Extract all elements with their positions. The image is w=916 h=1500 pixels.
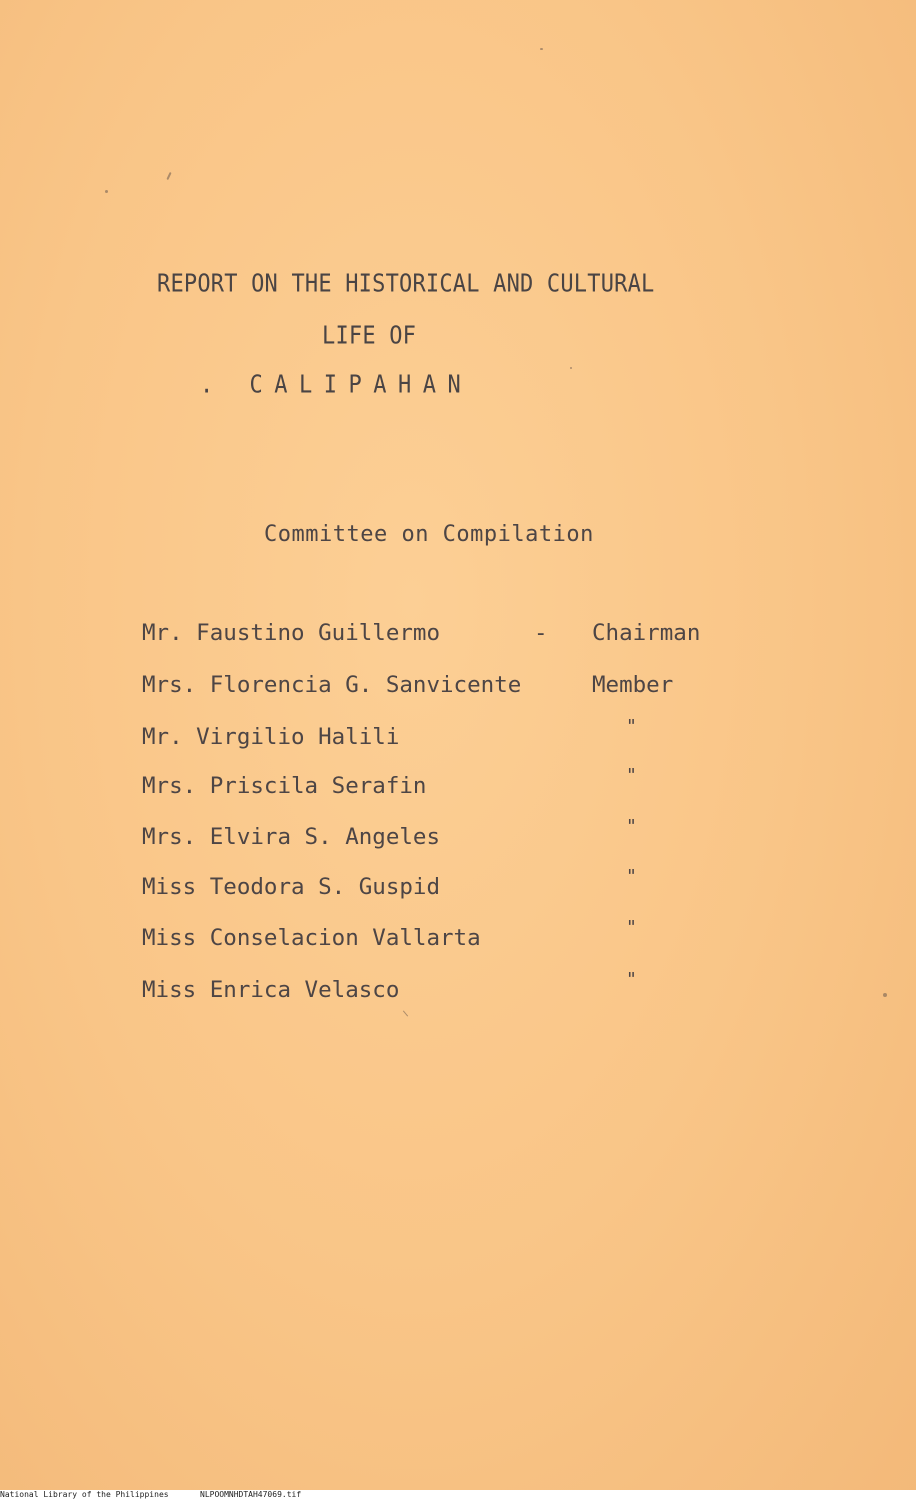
- member-name: Miss Conselacion Vallarta: [142, 925, 481, 951]
- report-title-place: . CALIPAHAN: [200, 371, 473, 399]
- member-row: [142, 866, 742, 904]
- member-row: [142, 917, 742, 955]
- committee-heading: Committee on Compilation: [264, 522, 594, 547]
- member-role-ditto: ": [626, 969, 637, 990]
- member-role-ditto: ": [626, 765, 637, 786]
- report-title-line-1: REPORT ON THE HISTORICAL AND CULTURAL: [157, 270, 655, 298]
- member-name: Miss Enrica Velasco: [142, 977, 400, 1003]
- member-row: [142, 816, 742, 854]
- member-row: [142, 969, 742, 1007]
- member-name: Mrs. Priscila Serafin: [142, 773, 427, 799]
- member-role: Chairman: [592, 620, 701, 646]
- member-row: [142, 716, 742, 754]
- member-name: Mrs. Florencia G. Sanvicente: [142, 672, 522, 698]
- footer-file-name: NLPOOMNHDTAH47069.tif: [200, 1490, 302, 1499]
- member-role-ditto: ": [626, 816, 637, 837]
- member-name: Miss Teodora S. Guspid: [142, 874, 441, 900]
- member-role-ditto: ": [626, 716, 637, 737]
- report-title-line-2: LIFE OF: [322, 322, 417, 350]
- member-name: Mr. Virgilio Halili: [142, 724, 400, 750]
- scan-footer: [0, 1490, 916, 1500]
- member-name: Mr. Faustino Guillermo: [142, 620, 441, 646]
- member-row: [142, 765, 742, 803]
- member-role: Member: [592, 672, 674, 698]
- member-separator: -: [534, 620, 548, 646]
- member-row: [142, 620, 742, 650]
- member-name: Mrs. Elvira S. Angeles: [142, 824, 441, 850]
- member-role-ditto: ": [626, 917, 637, 938]
- member-row: [142, 672, 742, 702]
- member-role-ditto: ": [626, 866, 637, 887]
- footer-library-name: National Library of the Philippines: [0, 1490, 169, 1499]
